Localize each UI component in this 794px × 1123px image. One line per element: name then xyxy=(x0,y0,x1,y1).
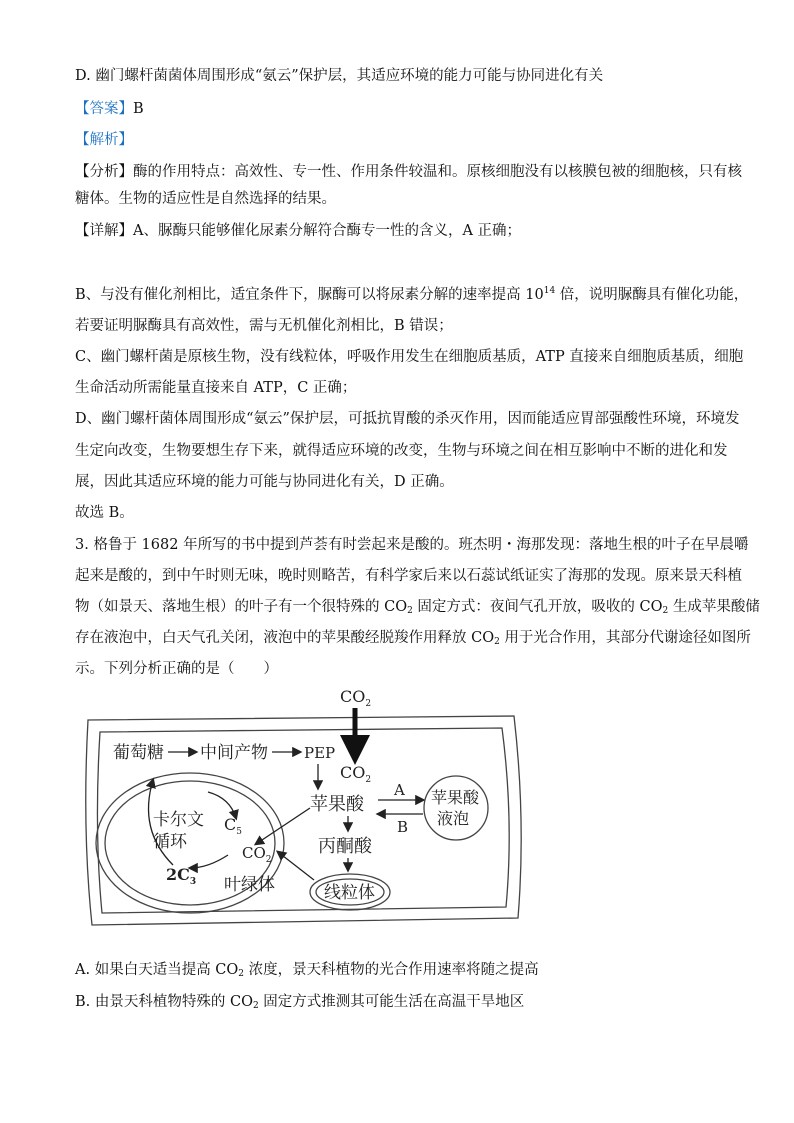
arrow-b-label: B xyxy=(397,818,409,836)
co2-top-label: $CO_2$ xyxy=(340,687,372,709)
answer-value: B xyxy=(133,101,144,117)
explain-b-line-1: B、与没有催化剂相比，适宜条件下，脲酶可以将尿素分解的速率提高 $10^{14}$ 倍，说明脲酶具有催化功能， xyxy=(75,286,749,303)
calvin-arrow-c3 xyxy=(190,855,228,868)
analysis-heading: 【解析】 xyxy=(75,132,133,148)
option-d-previous: D. 幽门螺杆菌菌体周围形成“氨云”保护层，其适应环境的能力可能与协同进化有关 xyxy=(75,68,604,84)
fenxi-line-1: 【分析】酶的作用特点：高效性、专一性、作用条件较温和。原核细胞没有以核膜包被的细胞核，只有核 xyxy=(75,164,742,180)
chloroplast-label: 叶绿体 xyxy=(224,875,275,895)
question-3-line-3: 物（如景天、落地生根）的叶子有一个很特殊的 $CO_2$ 固定方式：夜间气孔开放，吸收的 $CO_2$ 生成苹果酸储 xyxy=(75,599,760,616)
c3-label: $2C_3$ xyxy=(166,865,197,887)
c5-label: $C_5$ xyxy=(224,815,242,837)
pyruvate-label: 丙酮酸 xyxy=(318,836,372,857)
pep-label: PEP xyxy=(304,744,336,762)
explain-d-line-2: 生定向改变，生物要想生存下来，就得适应环境的改变，生物与环境之间在相互影响中不断的进化和发 xyxy=(75,443,728,459)
calvin-label-1: 卡尔文 xyxy=(153,810,204,830)
fenxi-line-2: 糖体。生物的适应性是自然选择的结果。 xyxy=(75,191,336,207)
vacuole-label-2: 液泡 xyxy=(437,809,470,828)
fenxi-tag: 【分析】 xyxy=(75,164,133,180)
xiangjie-line: 【详解】A、脲酶只能够催化尿素分解符合酶专一性的含义，A 正确； xyxy=(75,223,522,239)
co2-chloroplast-label: $CO_2$ xyxy=(242,844,272,865)
answer-tag: 【答案】 xyxy=(75,101,133,117)
xiangjie-tag: 【详解】 xyxy=(75,223,133,239)
explain-c-line-1: C、幽门螺杆菌是原核生物，没有线粒体，呼吸作用发生在细胞质基质，ATP 直接来自细胞质基质，细胞 xyxy=(75,349,744,365)
glucose-label: 葡萄糖 xyxy=(113,743,164,763)
arrow-a-label: A xyxy=(394,781,405,799)
answer-line xyxy=(75,99,144,119)
explain-b-line-2: 若要证明脲酶具有高效性，需与无机催化剂相比，B 错误； xyxy=(75,318,453,334)
option-a: A. 如果白天适当提高 $CO_2$ 浓度，景天科植物的光合作用速率将随之提高 xyxy=(75,962,539,979)
vacuole xyxy=(424,776,488,840)
question-3-line-4: 存在液泡中，白天气孔关闭，液泡中的苹果酸经脱羧作用释放 $CO_2$ 用于光合作用，其部分代谢途径如图所 xyxy=(75,630,751,647)
explain-c-line-2: 生命活动所需能量直接来自 ATP，C 正确； xyxy=(75,380,357,396)
calvin-label-2: 循环 xyxy=(153,832,187,852)
cam-pathway-diagram xyxy=(78,680,528,940)
vacuole-label-1: 苹果酸 xyxy=(431,788,480,807)
malate-label: 苹果酸 xyxy=(310,794,364,815)
intermediate-label: 中间产物 xyxy=(200,743,268,763)
explain-d-line-1: D、幽门螺杆菌体周围形成“氨云”保护层，可抵抗胃酸的杀灭作用，因而能适应胃部强酸性环境，环境发 xyxy=(75,411,740,427)
question-3-line-1: 3. 格鲁于 1682 年所写的书中提到芦荟有时尝起来是酸的。班杰明・海那发现：落地生根的叶子在早晨嚼 xyxy=(75,537,749,553)
option-b: B. 由景天科植物特殊的 $CO_2$ 固定方式推测其可能生活在高温干旱地区 xyxy=(75,994,525,1011)
question-3-line-2: 起来是酸的，到中午时则无味，晚时则略苦，有科学家后来以石蕊试纸证实了海那的发现。原来景天科植 xyxy=(75,568,742,584)
co2-mid-label: $CO_2$ xyxy=(340,763,372,785)
mitochondria-label: 线粒体 xyxy=(324,883,375,903)
explain-d-line-3: 展，因此其适应环境的能力可能与协同进化有关，D 正确。 xyxy=(75,474,454,490)
question-3-line-5: 示。下列分析正确的是（ ） xyxy=(75,661,278,677)
mito-to-chloroplast-co2-arrow xyxy=(278,852,314,880)
conclusion: 故选 B。 xyxy=(75,505,134,521)
